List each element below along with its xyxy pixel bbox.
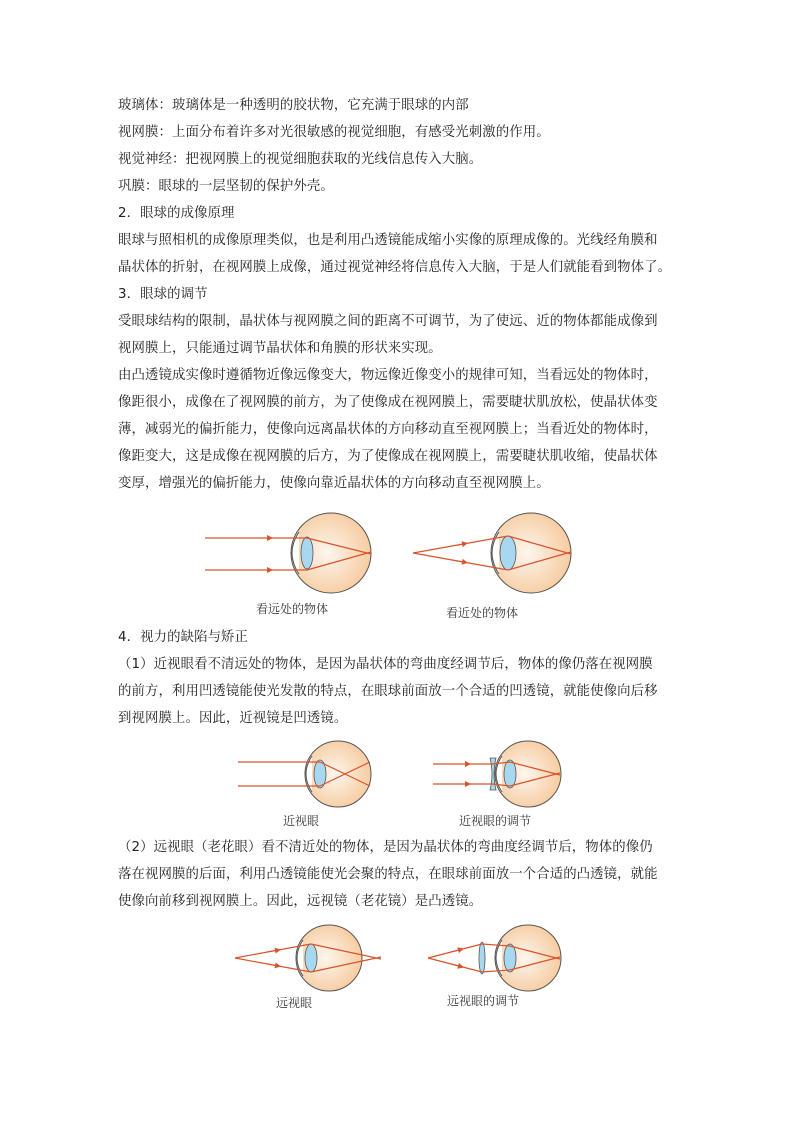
text-imaging-1: 眼球与照相机的成像原理类似，也是利用凸透镜能成缩小实像的原理成像的。光线经角膜和 (118, 233, 658, 248)
heading-vision-defects: 4．视力的缺陷与矫正 (118, 630, 249, 645)
text-optic-nerve: 视觉神经：把视网膜上的视觉细胞获取的光线信息传入大脑。 (118, 152, 483, 167)
caption-far-object: 看远处的物体 (256, 602, 329, 616)
myopia-correction-diagram (433, 741, 561, 807)
caption-hyperopia-correction: 远视眼的调节 (447, 994, 520, 1008)
text-adjust-1: 受眼球结构的限制，晶状体与视网膜之间的距离不可调节，为了使远、近的物体都能成像到 (118, 314, 658, 329)
hyperopia-correction-diagram (428, 925, 561, 991)
text-adjust-5: 薄，减弱光的偏折能力，使像向远离晶状体的方向移动直至视网膜上；当看近处的物体时， (118, 422, 658, 437)
heading-eye-adjustment: 3．眼球的调节 (118, 287, 208, 302)
figure-myopia (238, 738, 578, 808)
text-hyperopia-3: 使像向前移到视网膜上。因此，远视镜（老花镜）是凸透镜。 (118, 894, 483, 909)
text-imaging-2: 晶状体的折射，在视网膜上成像，通过视觉神经将信息传入大脑，于是人们就能看到物体了。 (118, 260, 672, 275)
text-adjust-3: 由凸透镜成实像时遵循物近像远像变大，物远像近像变小的规律可知，当看远处的物体时， (118, 368, 658, 383)
heading-imaging-principle: 2．眼球的成像原理 (118, 206, 235, 221)
figure-hyperopia (233, 922, 578, 992)
eye-near-diagram (413, 513, 571, 593)
caption-myopic-eye: 近视眼 (283, 814, 320, 828)
text-retina: 视网膜：上面分布着许多对光很敏感的视觉细胞，有感受光刺激的作用。 (118, 125, 550, 140)
text-adjust-2: 视网膜上，只能通过调节晶状体和角膜的形状来实现。 (118, 341, 442, 356)
text-adjust-6: 像距变大，这是成像在视网膜的后方，为了使像成在视网膜上，需要睫状肌收缩，使晶状体 (118, 449, 658, 464)
text-hyperopia-1: （2）远视眼（老花眼）看不清近处的物体，是因为晶状体的弯曲度经调节后，物体的像仍 (118, 840, 653, 855)
text-myopia-3: 到视网膜上。因此，近视镜是凹透镜。 (118, 711, 348, 726)
eye-far-diagram (205, 513, 371, 593)
text-adjust-7: 变厚，增强光的偏折能力，使像向靠近晶状体的方向移动直至视网膜上。 (118, 476, 550, 491)
caption-myopia-correction: 近视眼的调节 (459, 814, 532, 828)
caption-hyperopic-eye: 远视眼 (276, 996, 313, 1010)
text-sclera: 巩膜：眼球的一层坚韧的保护外壳。 (118, 179, 334, 194)
text-vitreous: 玻璃体：玻璃体是一种透明的胶状物，它充满于眼球的内部 (118, 98, 469, 113)
figure-eye-focus-far-near (205, 508, 585, 598)
myopic-eye-diagram (238, 741, 371, 807)
text-myopia-1: （1）近视眼看不清远处的物体，是因为晶状体的弯曲度经调节后，物体的像仍落在视网膜 (118, 657, 653, 672)
text-myopia-2: 的前方，利用凹透镜能使光发散的特点，在眼球前面放一个合适的凹透镜，就能使像向后移 (118, 684, 658, 699)
caption-near-object: 看近处的物体 (446, 606, 519, 620)
text-adjust-4: 像距很小，成像在了视网膜的前方，为了使像成在视网膜上，需要睫状肌放松，使晶状体变 (118, 395, 658, 410)
hyperopic-eye-diagram (235, 925, 381, 991)
text-hyperopia-2: 落在视网膜的后面，利用凸透镜能使光会聚的特点，在眼球前面放一个合适的凸透镜，就能 (118, 867, 658, 882)
